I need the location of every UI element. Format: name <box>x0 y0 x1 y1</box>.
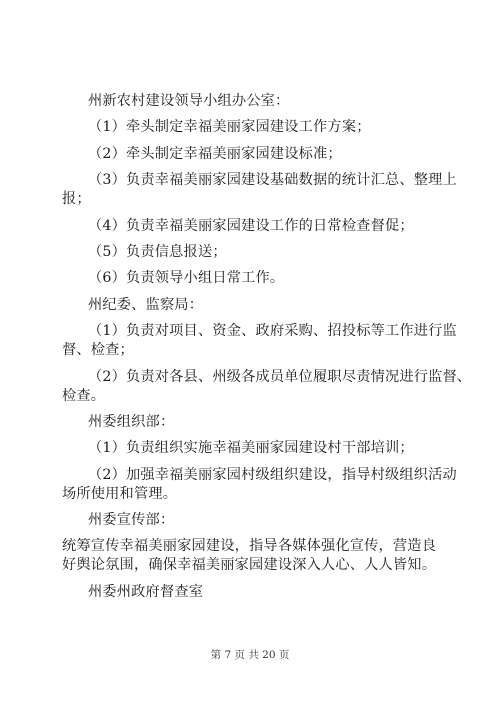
text-line: （2）负责对各县、州级各成员单位履职尽责情况进行监督、 <box>88 368 472 385</box>
text-line: 州委州政府督查室 <box>88 583 204 600</box>
document-body <box>62 92 472 609</box>
text-line: （1）负责组织实施幸福美丽家园建设村干部培训； <box>88 440 414 457</box>
text-line: （5）负责信息报送； <box>88 243 227 260</box>
text-line: 统筹宣传幸福美丽家园建设，指导各媒体强化宣传，营造良 <box>62 538 437 555</box>
text-line: 州委宣传部： <box>88 512 175 529</box>
text-line: （1）负责对项目、资金、政府采购、招投标等工作进行监 <box>88 323 457 340</box>
text-line: 州纪委、监察局： <box>88 296 204 313</box>
page-number: 第 7 页 共 20 页 <box>210 649 290 661</box>
text-line: （4）负责幸福美丽家园建设工作的日常检查督促； <box>88 217 414 234</box>
text-line: （2）牵头制定幸福美丽家园建设标准； <box>88 145 342 162</box>
text-line: 州委组织部： <box>88 413 175 430</box>
text-line: 督、检查； <box>62 342 134 359</box>
text-line: （3）负责幸福美丽家园建设基础数据的统计汇总、整理上 <box>88 172 457 189</box>
text-line: 州新农村建设领导小组办公室： <box>88 93 290 109</box>
text-line: （2）加强幸福美丽家园村级组织建设，指导村级组织活动 <box>88 466 457 483</box>
page-footer <box>0 647 500 662</box>
text-line: 好舆论氛围，确保幸福美丽家园建设深入人心、人人皆知。 <box>62 557 437 574</box>
text-line: 报； <box>62 191 91 208</box>
text-line: （1）牵头制定幸福美丽家园建设工作方案； <box>88 119 371 136</box>
text-line: 场所使用和管理。 <box>62 485 178 502</box>
text-line: （6）负责领导小组日常工作。 <box>88 270 285 287</box>
text-line: 检查。 <box>62 387 106 404</box>
